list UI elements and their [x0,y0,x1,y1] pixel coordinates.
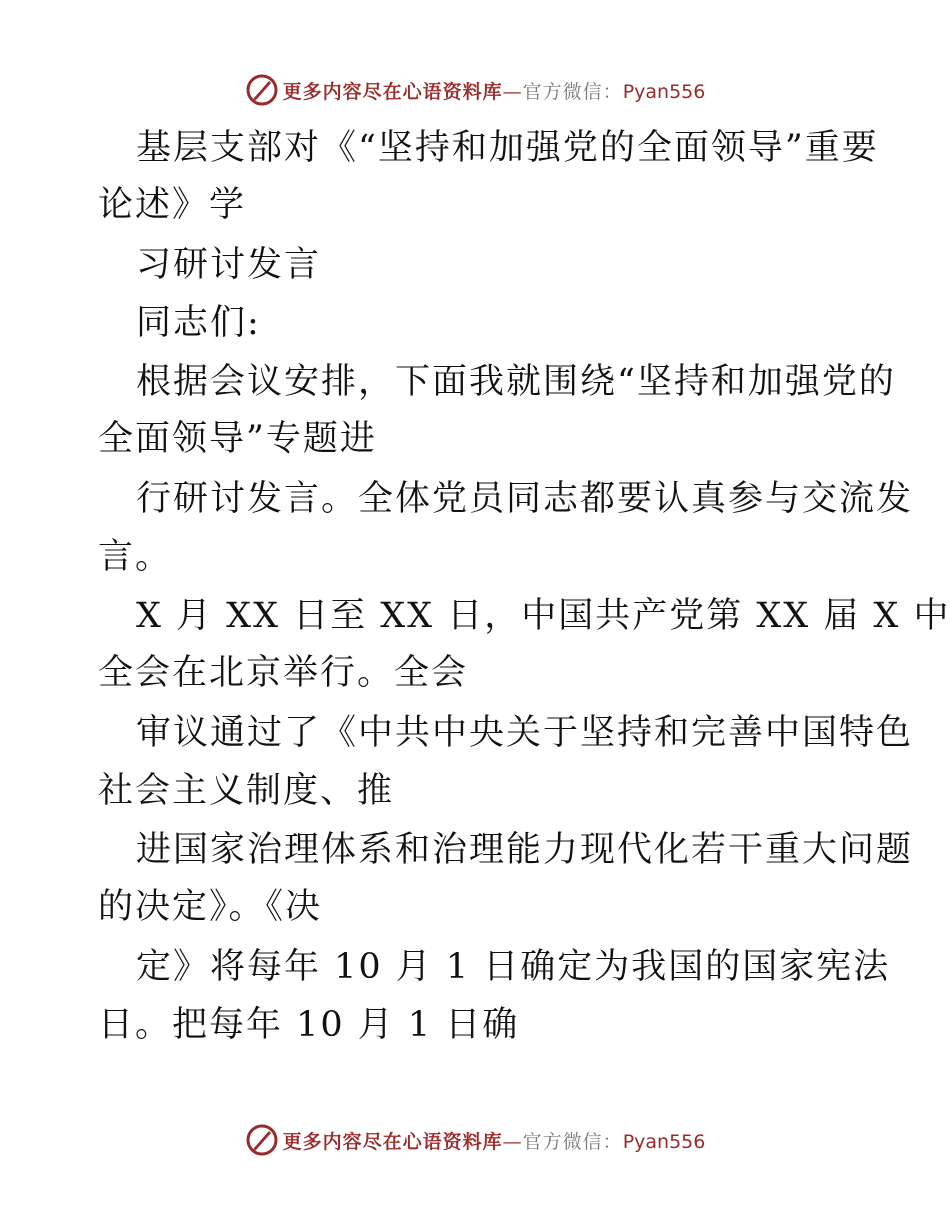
paragraph-line: 根据会议安排，下面我就围绕“坚持和加强党的 [136,362,896,402]
quill-pen-icon [245,73,279,107]
watermark-text [283,1127,706,1154]
paragraph-line: 行研讨发言。全体党员同志都要认真参与交流发 [136,479,914,519]
footer-watermark [0,1120,950,1160]
paragraph-line: 的决定》。《决 [98,887,323,927]
watermark-dash: — [502,1130,523,1153]
watermark-handle: Pyan556 [622,1130,706,1153]
paragraph-line: 全会在北京举行。全会 [98,653,469,693]
watermark-dash: — [502,80,523,103]
paragraph-line: 言。 [98,537,173,577]
paragraph-line: X 月 XX 日至 XX 日，中国共产党第 XX 届 X 中 [136,596,950,636]
watermark-brand: 更多内容尽在心语资料库 [282,1130,503,1153]
paragraph-line: 进国家治理体系和治理能力现代化若干重大问题 [136,830,914,870]
paragraph-line: 日。把每年 10 月 1 日确 [98,1005,520,1045]
paragraph-line: 全面领导”专题进 [98,419,377,459]
title-line-3: 习研讨发言 [136,245,322,285]
salutation: 同志们: [136,303,261,343]
watermark-handle: Pyan556 [622,80,706,103]
paragraph-line: 社会主义制度、推 [98,771,395,811]
quill-pen-icon [245,1123,279,1157]
paragraph-line: 审议通过了《中共中央关于坚持和完善中国特色 [136,713,914,753]
title-line-1: 基层支部对《“坚持和加强党的全面领导”重要 [136,128,879,168]
watermark-text [283,77,706,104]
watermark-label: 官方微信： [522,80,623,103]
watermark-label: 官方微信： [522,1130,623,1153]
paragraph-line: 定》将每年 10 月 1 日确定为我国的国家宪法 [136,947,891,987]
title-line-2: 论述》学 [98,185,247,225]
watermark-brand: 更多内容尽在心语资料库 [282,80,503,103]
header-watermark [0,70,950,110]
